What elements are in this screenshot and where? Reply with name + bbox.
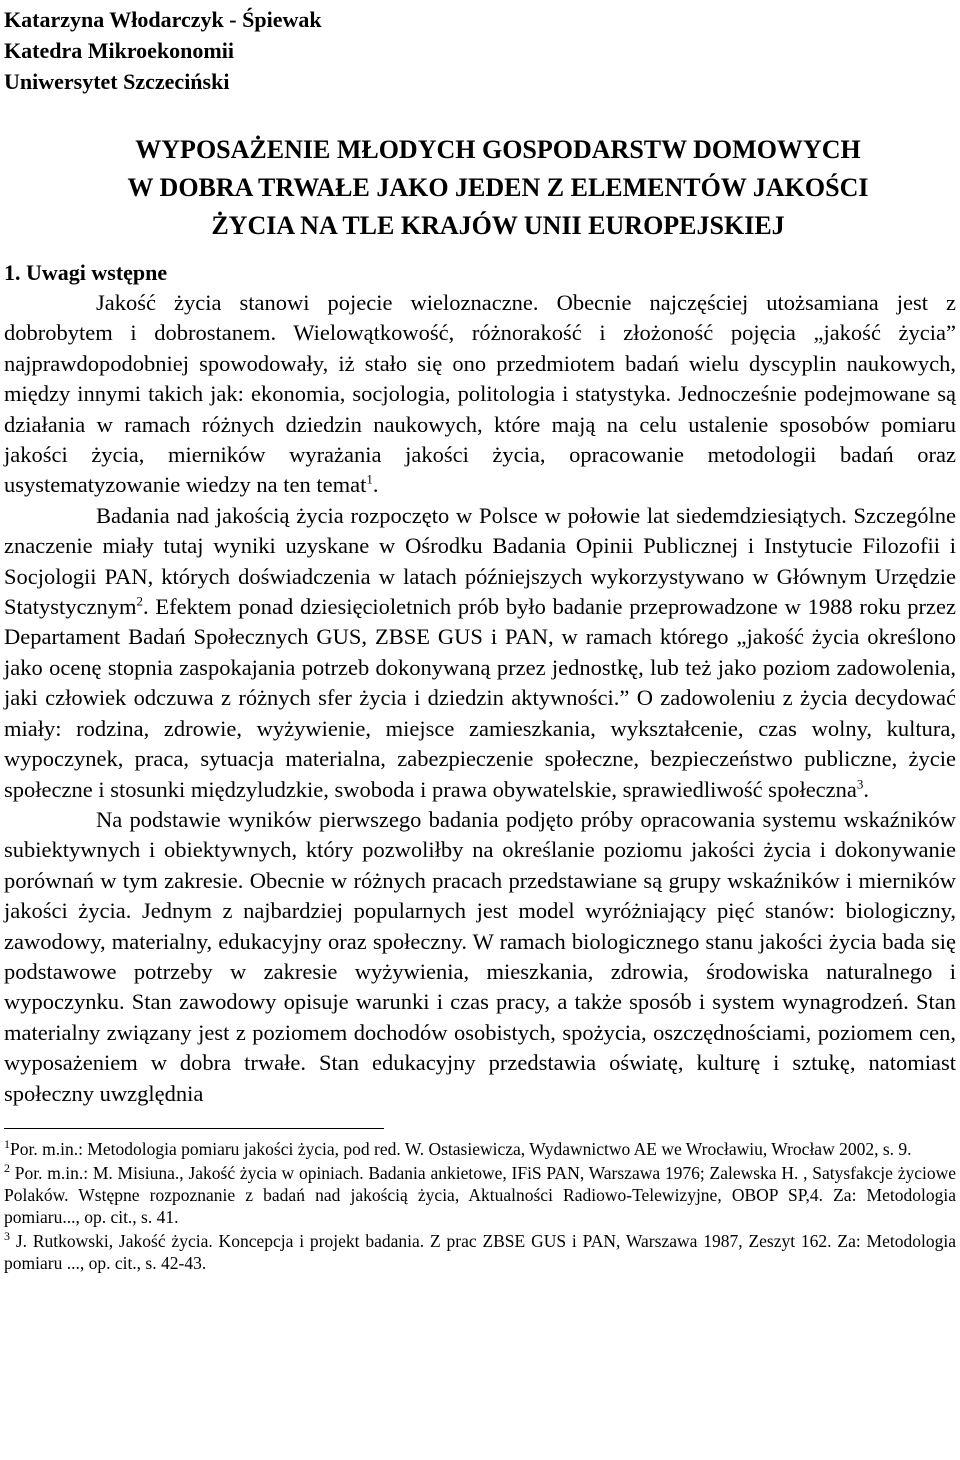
paragraph-1-end: . <box>372 472 379 498</box>
paragraph-2-text-b: . Efektem ponad dziesięcioletnich prób było badanie przeprowadzone w 1988 roku przez Departament Badań Społecznych GUS, ZBSE GUS i PAN, w ramach którego „jakość życia określono jako ocenę stopnia zaspokajania potrzeb dokonywaną przez jednostkę, lub też jako poziom zadowolenia, jaki człowiek odczuwa z różnych sfer życia i dziedzin aktywności.” O zadowoleniu z życia decydować miały: rodzina, zdrowie, wyżywienie, miejsce zamieszkania, wykształcenie, czas wolny, kultura, wypoczynek, praca, sytuacja materialna, zabezpieczenie społeczne, bezpieczeństwo publiczne, życie społeczne i stosunki międzyludzkie, swoboda i prawa obywatelskie, sprawiedliwość społeczna <box>4 594 956 802</box>
paragraph-2-text-a: Badania nad jakością życia rozpoczęto w Polsce w połowie lat siedemdziesiątych. Szczególne znaczenie miały tutaj wyniki uzyskane w Ośrodku Badania Opinii Publicznej i Instytucie Filozofii i Socjologii PAN, których doświadczenia w latach późniejszych wykorzystywano w Głównym Urzędzie Statystycznym <box>4 502 956 620</box>
footnote-ref-1: 1 <box>366 471 373 487</box>
paragraph-2-end: . <box>863 776 870 802</box>
footnote-number: 2 <box>4 1161 10 1176</box>
footnote-number: 1 <box>4 1137 10 1152</box>
footnote-text: Por. m.in.: M. Misiuna., Jakość życia w opiniach. Badania ankietowe, IFiS PAN, Warszawa 1976; Zalewska H. , Satysfakcje życiowe Polaków. Wstępne rozpoznanie z badań nad jakością życia, Aktualności Radiowo-Telewizyjne, OBOP SP,4. Za: Metodologia pomiaru..., op. cit., s. 41. <box>4 1162 956 1227</box>
footnotes <box>4 1138 956 1274</box>
section-heading: 1. Uwagi wstępne <box>4 260 168 285</box>
footnote-divider <box>4 1128 384 1129</box>
document-page <box>4 4 956 1276</box>
paper-title <box>40 131 956 245</box>
paragraph-3: Na podstawie wyników pierwszego badania podjęto próby opracowania systemu wskaźników subiektywnych i obiektywnych, który pozwoliłby na określanie poziomu jakości życia i dokonywanie porównań w tym zakresie. Obecnie w różnych pracach przedstawiane są grupy wskaźników i mierników jakości życia. Jednym z najbardziej popularnych jest model wyróżniający pięć stanów: biologiczny, zawodowy, materialny, edukacyjny oraz społeczny. W ramach biologicznego stanu jakości życia bada się podstawowe potrzeby w zakresie wyżywienia, mieszkania, zdrowia, środowiska naturalnego i wypoczynku. Stan zawodowy opisuje warunki i czas pracy, a także sposób i system wynagrodzeń. Stan materialny związany jest z poziomem dochodów osobistych, spożycia, oszczędnościami, poziomem cen, wyposażeniem w dobra trwałe. Stan edukacyjny przedstawia oświatę, kulturę i sztukę, natomiast społeczny uwzględnia <box>4 806 956 1106</box>
footnote-ref-2: 2 <box>136 593 143 609</box>
paragraph-1 <box>4 288 956 501</box>
paragraph-1-text: Jakość życia stanowi pojecie wieloznaczne. Obecnie najczęściej utożsamiana jest z dobrobytem i dobrostanem. Wielowątkowość, różnorakość i złożoność pojęcia „jakość życia” najprawdopodobniej spowodowały, iż stało się ono przedmiotem badań wielu dyscyplin naukowych, między innymi takich jak: ekonomia, socjologia, politologia i statystyka. Jednocześnie podejmowane są działania w ramach różnych dziedzin naukowych, które mają na celu ustalenie sposobów pomiaru jakości życia, mierników wyrażania jakości życia, opracowanie metodologii badań oraz usystematyzowanie wiedzy na ten temat <box>4 290 956 498</box>
university-name: Uniwersytet Szczeciński <box>4 69 230 94</box>
footnote-number: 3 <box>4 1229 10 1244</box>
footnote-2 <box>4 1162 956 1228</box>
title-line-3: ŻYCIA NA TLE KRAJÓW UNII EUROPEJSKIEJ <box>211 211 785 240</box>
title-line-2: W DOBRA TRWAŁE JAKO JEDEN Z ELEMENTÓW JAKOŚCI <box>127 173 869 202</box>
author-name: Katarzyna Włodarczyk - Śpiewak <box>4 7 322 32</box>
footnote-ref-3: 3 <box>856 776 864 791</box>
footnote-text: Por. m.in.: Metodologia pomiaru jakości życia, pod red. W. Ostasiewicza, Wydawnictwo AE we Wrocławiu, Wrocław 2002, s. 9. <box>10 1138 912 1159</box>
footnote-1 <box>4 1138 956 1160</box>
department-name: Katedra Mikroekonomii <box>4 38 234 63</box>
paragraph-2 <box>4 501 956 805</box>
footnote-3 <box>4 1230 956 1274</box>
footnote-text: J. Rutkowski, Jakość życia. Koncepcja i projekt badania. Z prac ZBSE GUS i PAN, Warszawa 1987, Zeszyt 162. Za: Metodologia pomiaru ..., op. cit., s. 42-43. <box>4 1230 956 1273</box>
title-line-1: WYPOSAŻENIE MŁODYCH GOSPODARSTW DOMOWYCH <box>135 135 861 164</box>
